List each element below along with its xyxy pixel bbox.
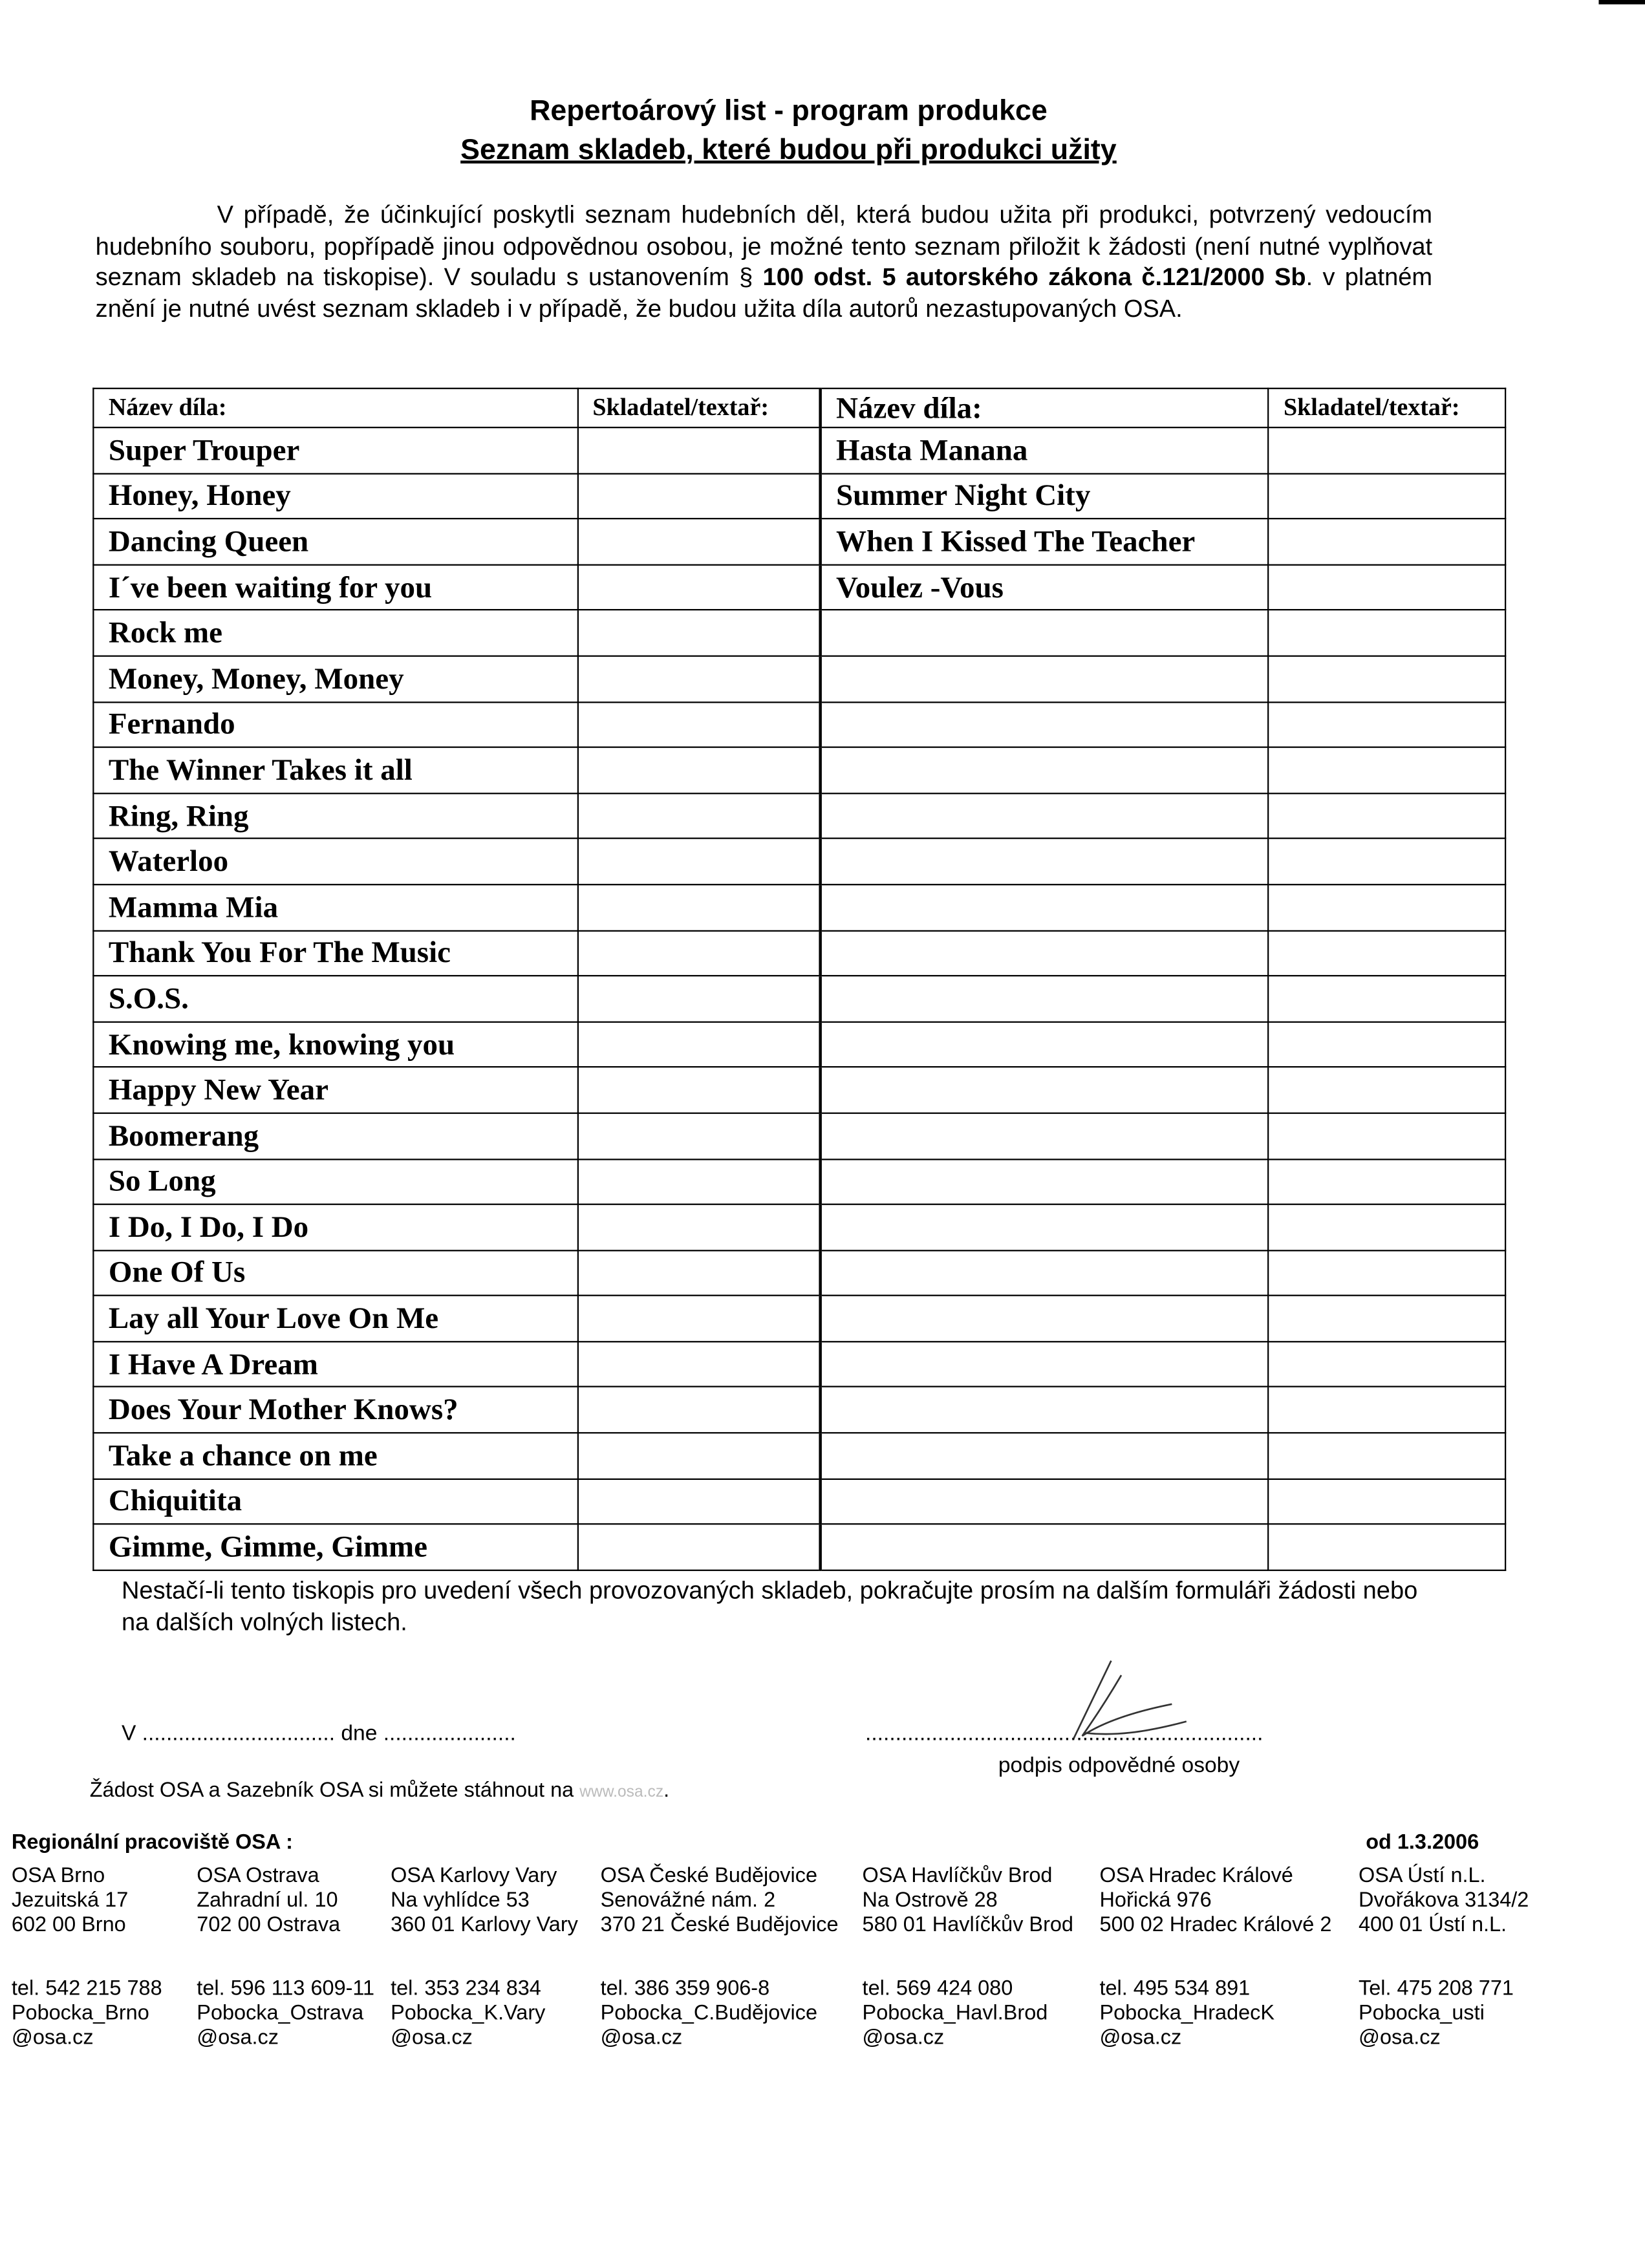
office-mail1: Pobocka_usti [1359,2002,1485,2026]
title-cell: Money, Money, Money [93,656,577,702]
download-note: Žádost OSA a Sazebník OSA si můžete stáhnout na www.osa.cz. [89,1779,670,1803]
title-cell: Thank You For The Music [93,930,577,976]
office-tel: tel. 542 215 788 [11,1977,162,2001]
title-cell-2 [820,1113,1268,1159]
title-cell: Super Trouper [93,427,577,473]
title-cell: So Long [93,1159,577,1204]
intro-text: V případě, že účinkující poskytli seznam hudebních děl, která budou užita při produkci, potvrzený vedoucím hudebního souboru, popřípadě jinou odpovědnou osobou, je možné tento seznam přiložit k žádosti (není nutné vyplňovat seznam skladeb na tiskopise). V souladu s ustanovením § [95,201,1433,291]
title-cell: Boomerang [93,1113,577,1159]
table-row [93,747,1505,793]
title-cell-2 [820,747,1268,793]
office-name: OSA Ostrava [197,1865,319,1888]
composer-cell [577,1250,820,1296]
download-link[interactable]: www.osa.cz [579,1783,664,1801]
office-mail1: Pobocka_Havl.Brod [862,2002,1048,2026]
table-row [93,564,1505,610]
download-text: Žádost OSA a Sazebník OSA si můžete stáhnout na [89,1779,574,1803]
composer-cell-2 [1268,793,1505,839]
header-title: Název díla: [93,389,577,427]
title-cell-2 [820,1387,1268,1433]
composer-cell [577,747,820,793]
composer-cell-2 [1268,1479,1505,1524]
office-street: Senovážné nám. 2 [600,1889,776,1912]
title-cell: I Do, I Do, I Do [93,1204,577,1250]
title-cell: Knowing me, knowing you [93,1022,577,1067]
title-cell: Does Your Mother Knows? [93,1387,577,1433]
intro-text-end: . v platném znění je nutné uvést seznam skladeb i v případě, že budou užita díla autorů nezastupovaných OSA. [95,263,1433,322]
title-cell-2 [820,1204,1268,1250]
office-tel: tel. 596 113 609-11 [197,1977,375,2001]
table-row [93,793,1505,839]
signature-label: podpis odpovědné osoby [998,1753,1240,1778]
title-cell: Take a chance on me [93,1433,577,1479]
table-row [93,656,1505,702]
office-name: OSA Brno [11,1865,105,1888]
composer-cell-2 [1268,930,1505,976]
signature-line: .................................................................. [865,1721,1263,1746]
table-row [93,473,1505,519]
title-cell: Ring, Ring [93,793,577,839]
title-cell-2 [820,1250,1268,1296]
composer-cell-2 [1268,884,1505,930]
composer-cell [577,1387,820,1433]
composer-cell-2 [1268,656,1505,702]
composer-cell-2 [1268,1250,1505,1296]
composer-cell [577,656,820,702]
composer-cell-2 [1268,1159,1505,1204]
office-mail2: @osa.cz [862,2026,945,2050]
office-name: OSA Ústí n.L. [1359,1865,1486,1888]
header-composer-2: Skladatel/textař: [1268,389,1505,427]
title-cell: I Have A Dream [93,1342,577,1387]
composer-cell-2 [1268,519,1505,565]
composer-cell [577,1342,820,1387]
table-row [93,1524,1505,1570]
composer-cell-2 [1268,1204,1505,1250]
office-city: 500 02 Hradec Králové 2 [1099,1914,1332,1938]
composer-cell [577,1479,820,1524]
valid-from: od 1.3.2006 [1366,1831,1479,1855]
title-cell: Happy New Year [93,1067,577,1113]
composer-cell-2 [1268,1113,1505,1159]
composer-cell [577,1159,820,1204]
table-row [93,1067,1505,1113]
composer-cell-2 [1268,427,1505,473]
office-street: Zahradní ul. 10 [197,1889,338,1912]
composer-cell-2 [1268,1022,1505,1067]
office-name: OSA Havlíčkův Brod [862,1865,1053,1888]
table-row [93,1342,1505,1387]
office-street: Dvořákova 3134/2 [1359,1889,1529,1912]
table-row [93,1022,1505,1067]
header-title-2: Název díla: [820,389,1268,427]
title-cell: One Of Us [93,1250,577,1296]
composer-cell [577,930,820,976]
title-cell-2: When I Kissed The Teacher [820,519,1268,565]
title-cell: S.O.S. [93,976,577,1022]
table-row [93,884,1505,930]
title-cell-2 [820,1433,1268,1479]
composer-cell-2 [1268,610,1505,656]
title-cell-2 [820,1524,1268,1570]
table-row [93,519,1505,565]
office-name: OSA Karlovy Vary [391,1865,557,1888]
office-mail2: @osa.cz [197,2026,279,2050]
composer-cell-2 [1268,839,1505,884]
composer-cell [577,519,820,565]
table-row [93,701,1505,747]
composer-cell [577,839,820,884]
office-street: Hořická 976 [1099,1889,1212,1912]
composer-cell [577,976,820,1022]
table-row [93,1159,1505,1204]
title-cell: Honey, Honey [93,473,577,519]
composer-cell-2 [1268,747,1505,793]
title-cell-2 [820,930,1268,976]
title-cell: Mamma Mia [93,884,577,930]
title-cell: Waterloo [93,839,577,884]
title-cell: Fernando [93,701,577,747]
title-cell: Dancing Queen [93,519,577,565]
table-row [93,427,1505,473]
regional-heading: Regionální pracoviště OSA : [11,1831,293,1855]
office-mail2: @osa.cz [1099,2026,1182,2050]
title-cell-2 [820,884,1268,930]
title-cell-2 [820,1296,1268,1342]
composer-cell [577,1296,820,1342]
composer-cell [577,1524,820,1570]
composer-cell-2 [1268,1342,1505,1387]
composer-cell-2 [1268,473,1505,519]
table-row [93,1479,1505,1524]
office-mail1: Pobocka_Brno [11,2002,149,2026]
table-row [93,1296,1505,1342]
title-cell-2: Voulez -Vous [820,564,1268,610]
table-row [93,930,1505,976]
title-cell: Lay all Your Love On Me [93,1296,577,1342]
office-city: 580 01 Havlíčkův Brod [862,1914,1073,1938]
composer-cell-2 [1268,1387,1505,1433]
office-tel: tel. 569 424 080 [862,1977,1013,2001]
title-cell-2: Summer Night City [820,473,1268,519]
composer-cell [577,473,820,519]
office-city: 702 00 Ostrava [197,1914,341,1938]
title-cell: I´ve been waiting for you [93,564,577,610]
office-city: 370 21 České Budějovice [600,1914,839,1938]
composer-cell-2 [1268,1067,1505,1113]
title-cell-2 [820,610,1268,656]
composer-cell [577,884,820,930]
office-mail1: Pobocka_C.Budějovice [600,2002,818,2026]
page-subtitle: Seznam skladeb, které budou při produkci užity [460,134,1117,167]
office-mail2: @osa.cz [1359,2026,1441,2050]
title-cell-2 [820,1159,1268,1204]
composer-cell [577,1433,820,1479]
composer-cell [577,564,820,610]
office-mail1: Pobocka_HradecK [1099,2002,1275,2026]
composer-cell-2 [1268,1524,1505,1570]
office-mail2: @osa.cz [600,2026,683,2050]
scan-mark [1598,0,1645,5]
intro-law-reference: 100 odst. 5 autorského zákona č.121/2000 Sb [762,263,1306,291]
office-tel: tel. 495 534 891 [1099,1977,1251,2001]
intro-paragraph [96,200,1432,324]
title-cell-2 [820,1342,1268,1387]
table-row [93,1204,1505,1250]
composer-cell-2 [1268,1296,1505,1342]
title-cell-2 [820,701,1268,747]
table-header-row [93,389,1505,427]
table-row [93,976,1505,1022]
office-city: 360 01 Karlovy Vary [391,1914,578,1938]
composer-cell [577,1067,820,1113]
continuation-note: Nestačí-li tento tiskopis pro uvedení všech provozovaných skladeb, pokračujte prosím na dalším formuláři žádosti nebo na dalších volných listech. [121,1576,1418,1636]
repertoire-table [92,388,1506,1571]
title-cell-2 [820,656,1268,702]
composer-cell [577,793,820,839]
table-row [93,1250,1505,1296]
title-cell: Rock me [93,610,577,656]
composer-cell-2 [1268,976,1505,1022]
office-street: Na vyhlídce 53 [391,1889,530,1912]
office-name: OSA Hradec Králové [1099,1865,1293,1888]
header-composer: Skladatel/textař: [577,389,820,427]
composer-cell [577,701,820,747]
composer-cell [577,610,820,656]
office-mail1: Pobocka_Ostrava [197,2002,364,2026]
table-row [93,610,1505,656]
office-city: 400 01 Ústí n.L. [1359,1914,1507,1938]
office-street: Jezuitská 17 [11,1889,129,1912]
composer-cell-2 [1268,1433,1505,1479]
table-row [93,1113,1505,1159]
office-tel: tel. 353 234 834 [391,1977,541,2001]
table-row [93,1387,1505,1433]
office-mail2: @osa.cz [391,2026,473,2050]
title-cell-2 [820,793,1268,839]
title-cell: Gimme, Gimme, Gimme [93,1524,577,1570]
title-cell-2 [820,839,1268,884]
table-row [93,1433,1505,1479]
title-cell-2 [820,976,1268,1022]
office-mail1: Pobocka_K.Vary [391,2002,546,2026]
title-cell: The Winner Takes it all [93,747,577,793]
title-cell: Chiquitita [93,1479,577,1524]
title-cell-2 [820,1479,1268,1524]
office-name: OSA České Budějovice [600,1865,818,1888]
title-cell-2 [820,1022,1268,1067]
composer-cell [577,1204,820,1250]
composer-cell [577,1113,820,1159]
page-title: Repertoárový list - program produkce [530,95,1048,127]
office-street: Na Ostrově 28 [862,1889,998,1912]
title-cell-2: Hasta Manana [820,427,1268,473]
office-city: 602 00 Brno [11,1914,126,1938]
office-tel: Tel. 475 208 771 [1359,1977,1514,2001]
place-date-line: V ................................ dne ...................... [121,1721,516,1746]
office-mail2: @osa.cz [11,2026,94,2050]
table-row [93,839,1505,884]
composer-cell-2 [1268,701,1505,747]
composer-cell [577,427,820,473]
office-tel: tel. 386 359 906-8 [600,1977,770,2001]
composer-cell-2 [1268,564,1505,610]
title-cell-2 [820,1067,1268,1113]
composer-cell [577,1022,820,1067]
